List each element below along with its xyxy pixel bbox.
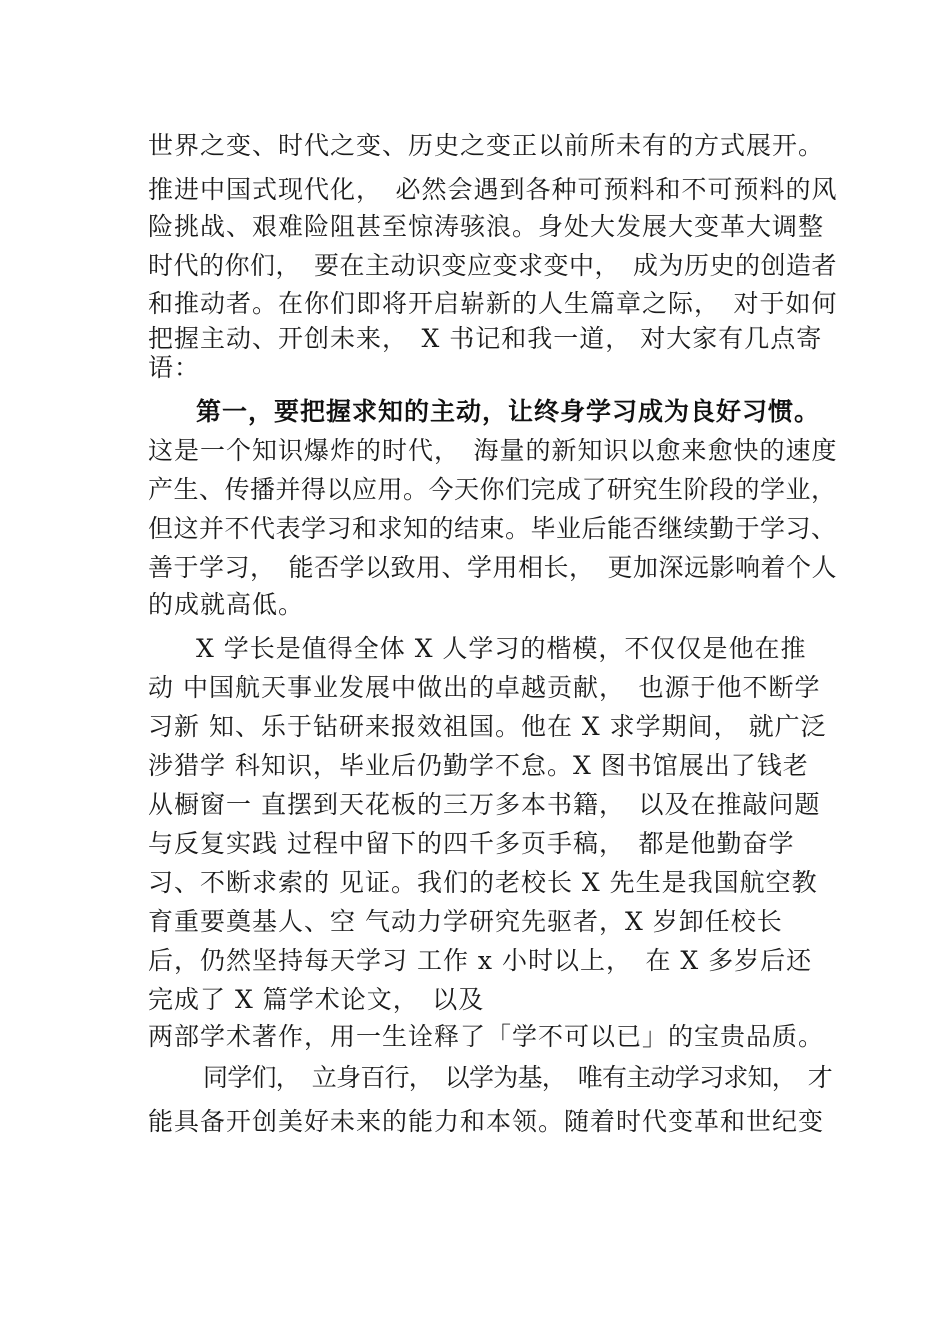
- text-line: 涉猎学 科知识，毕业后仍勤学不怠。X 图书馆展出了钱老: [148, 751, 809, 780]
- text-line: 育重要奠基人、空 气动力学研究先驱者，X 岁卸任校长: [148, 907, 783, 936]
- text-line: 习、不断求索的 见证。我们的老校长 X 先生是我国航空教: [148, 868, 818, 897]
- text-line: 两部学术著作，用一生诠释了「学不可以已」的宝贵品质。: [148, 1022, 825, 1051]
- text-line: 动 中国航天事业发展中做出的卓越贡献， 也源于他不断学: [148, 673, 821, 702]
- text-line: 善于学习， 能否学以致用、学用相长， 更加深远影响着个人: [148, 553, 838, 582]
- text-line: X 学长是值得全体 X 人学习的楷模，不仅仅是他在推: [196, 634, 807, 663]
- text-line: 与反复实践 过程中留下的四千多页手稿， 都是他勤奋学: [148, 829, 795, 858]
- text-line: 但这并不代表学习和求知的结束。毕业后能否继续勤于学习、: [148, 514, 837, 543]
- text-line: 这是一个知识爆炸的时代， 海量的新知识以愈来愈快的速度: [148, 436, 838, 465]
- text-line: 从橱窗一 直摆到天花板的三万多本书籍， 以及在推敲问题: [148, 790, 821, 819]
- text-line: 的成就高低。: [148, 590, 305, 619]
- text-line: 时代的你们， 要在主动识变应变求变中， 成为历史的创造者: [148, 251, 838, 280]
- text-line: 把握主动、开创未来， X 书记和我一道， 对大家有几点寄: [148, 324, 823, 353]
- text-line: 和推动者。在你们即将开启崭新的人生篇章之际， 对于如何: [148, 289, 838, 318]
- text-line: 能具备开创美好未来的能力和本领。随着时代变革和世纪变: [148, 1107, 825, 1136]
- section-heading: 第一，要把握求知的主动，让终身学习成为良好习惯。: [196, 397, 821, 426]
- text-line: 习新 知、乐于钻研来报效祖国。他在 X 求学期间， 就广泛: [148, 712, 827, 741]
- text-line: 完成了 X 篇学术论文， 以及: [148, 985, 485, 1014]
- text-line: 后，仍然坚持每天学习 工作 x 小时以上， 在 X 多岁后还: [148, 946, 813, 975]
- text-line: 世界之变、时代之变、历史之变正以前所未有的方式展开。: [148, 131, 825, 160]
- text-line: 产生、传播并得以应用。今天你们完成了研究生阶段的学业，: [148, 475, 837, 504]
- text-line: 险挑战、艰难险阻甚至惊涛骇浪。身处大发展大变革大调整: [148, 212, 825, 241]
- text-line: 推进中国式现代化， 必然会遇到各种可预料和不可预料的风: [148, 175, 838, 204]
- text-line: 语：: [148, 353, 201, 382]
- text-line: 同学们， 立身百行， 以学为基， 唯有主动学习求知， 才: [203, 1063, 833, 1092]
